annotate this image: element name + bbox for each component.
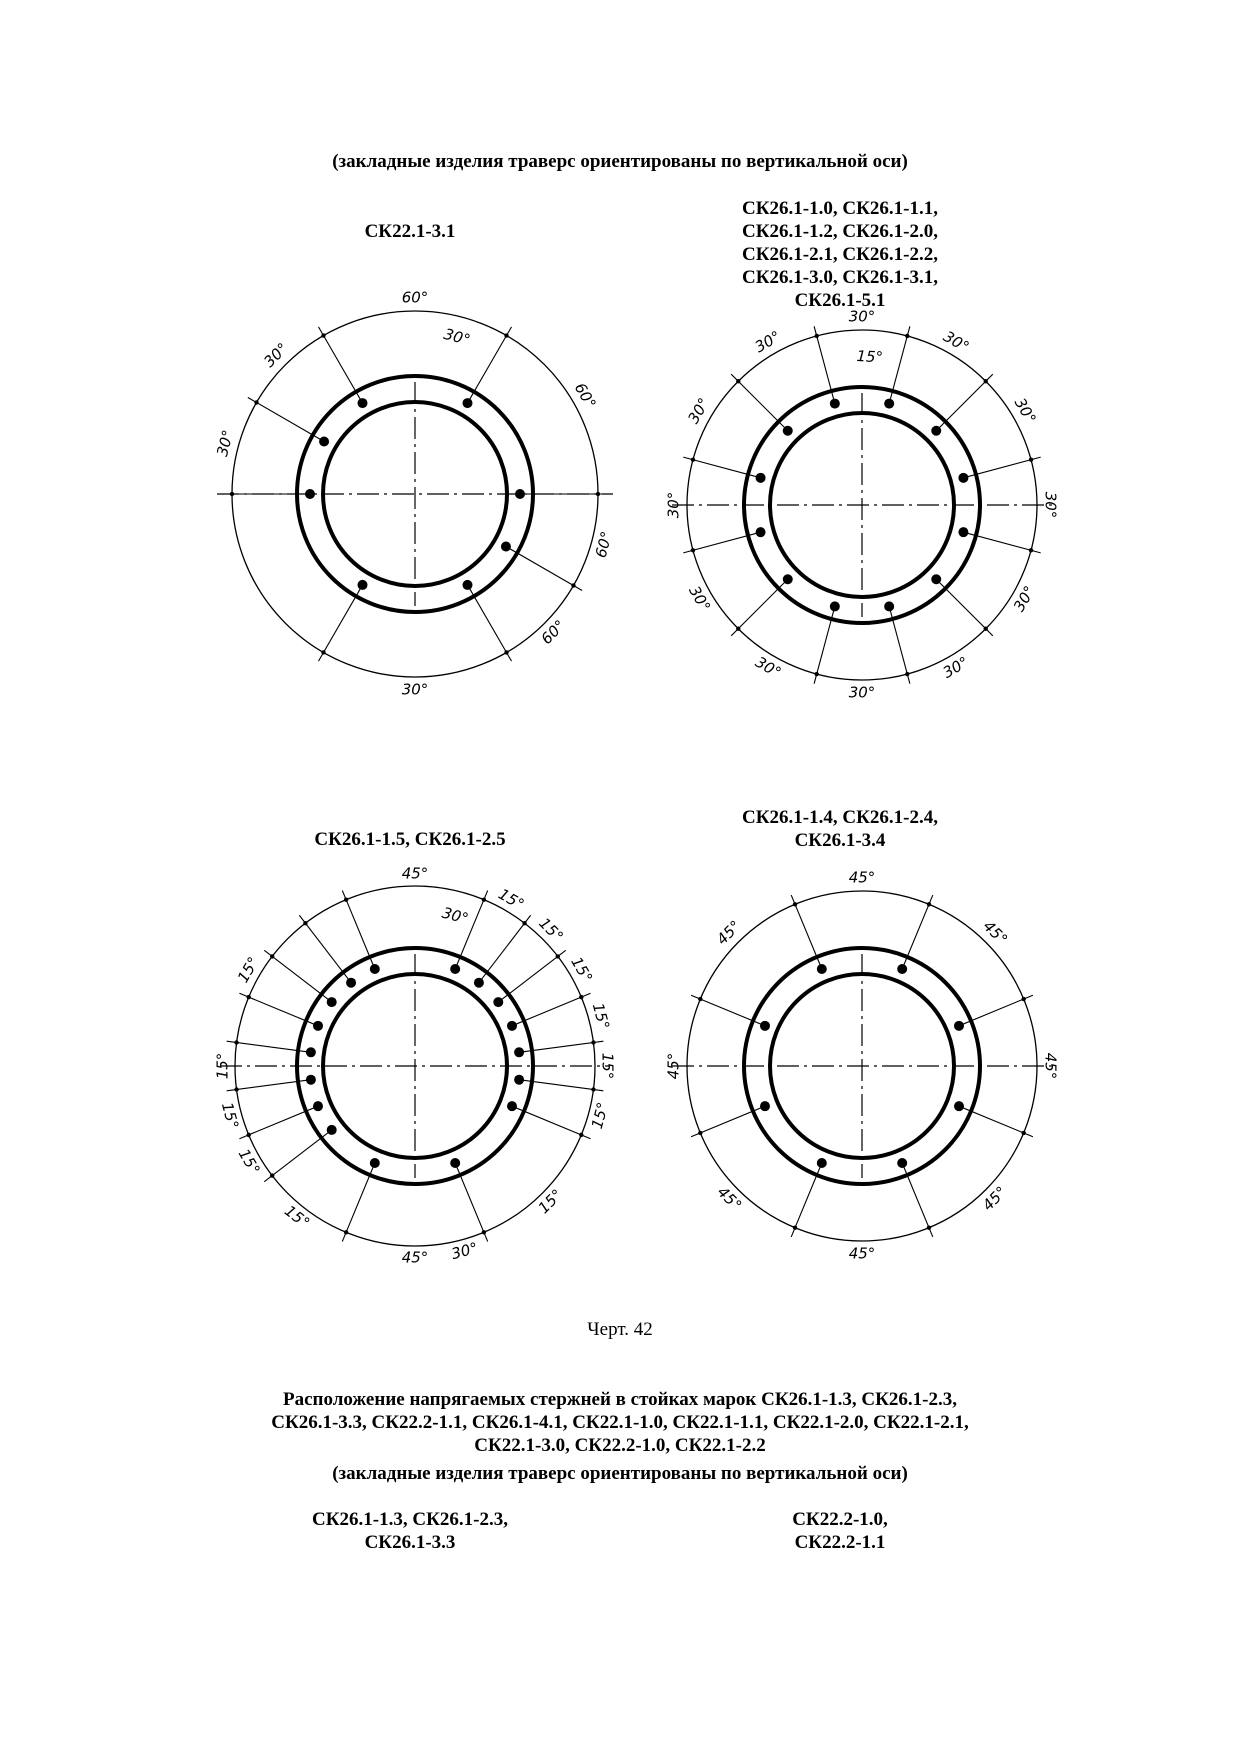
dimension-arrow <box>793 902 797 906</box>
top-subtitle: (закладные изделия траверс ориентированы по вертикальной оси) <box>332 151 908 172</box>
fig4-label-line: СК26.1-3.4 <box>794 830 886 851</box>
figure-caption: Черт. 42 <box>587 1319 653 1340</box>
fig2-label-line: СК26.1-1.2, СК26.1-2.0, <box>742 221 938 242</box>
section-right-label-line: СК22.2-1.0, <box>792 1509 888 1530</box>
angle-label: 30° <box>684 394 714 427</box>
angle-label: 30° <box>213 427 238 459</box>
angle-label: 45° <box>848 1244 876 1263</box>
angle-label: 15° <box>567 953 597 986</box>
angle-label: 30° <box>440 903 471 928</box>
rebar-point <box>760 1021 770 1031</box>
section-subtitle: (закладные изделия траверс ориентированы по вертикальной оси) <box>332 1463 908 1484</box>
angle-label: 30° <box>939 652 972 682</box>
angle-label: 30° <box>685 582 715 615</box>
angle-label: 15° <box>598 1052 617 1080</box>
angle-label: 15° <box>856 347 884 367</box>
angle-label: 30° <box>752 652 785 682</box>
angle-label: 15° <box>587 1100 613 1131</box>
angle-label: 45° <box>664 1052 683 1080</box>
angle-label: 15° <box>281 1201 314 1233</box>
fig1-label: СК22.1-3.1 <box>364 221 456 242</box>
angle-label: 45° <box>401 864 429 883</box>
angle-label: 15° <box>217 1100 243 1131</box>
angle-label: 45° <box>979 916 1012 949</box>
angle-label: 30° <box>1010 394 1040 427</box>
rebar-point <box>760 1101 770 1111</box>
rebar-point <box>817 1158 827 1168</box>
fig2-label-line: СК26.1-2.1, СК26.1-2.2, <box>742 244 938 265</box>
angle-label: 15° <box>233 953 263 986</box>
angle-label: 30° <box>449 1238 480 1264</box>
dimension-arrow <box>793 1225 797 1229</box>
dimension-arrow <box>698 1131 702 1135</box>
angle-label: 15° <box>534 1185 567 1218</box>
angle-label: 30° <box>848 683 876 702</box>
dimension-arrow <box>927 902 931 906</box>
angle-label: 30° <box>664 491 683 519</box>
angle-label: 30° <box>401 680 429 699</box>
angle-label: 30° <box>1041 491 1060 519</box>
angle-label: 60° <box>401 288 429 307</box>
angle-label: 30° <box>260 339 292 371</box>
angle-label: 45° <box>713 1182 746 1215</box>
fig4-label-line: СК26.1-1.4, СК26.1-2.4, <box>742 807 938 828</box>
dimension-arrow <box>927 1225 931 1229</box>
angle-label: 30° <box>1009 582 1039 615</box>
angle-label: 30° <box>751 327 784 357</box>
angle-label: 15° <box>535 914 567 946</box>
angle-label: 30° <box>940 327 973 357</box>
fig2-label-line: СК26.1-3.0, СК26.1-3.1, <box>742 267 938 288</box>
section-title-line: СК22.1-3.0, СК22.2-1.0, СК22.1-2.2 <box>474 1435 766 1456</box>
angle-label: 60° <box>591 529 616 560</box>
rebar-point <box>954 1021 964 1031</box>
section-title-line: Расположение напрягаемых стержней в стойках марок СК26.1-1.3, СК26.1-2.3, <box>282 1389 958 1410</box>
section-right-label <box>740 1508 940 1554</box>
fig2-label-line: СК26.1-5.1 <box>794 290 886 311</box>
section-left-label-line: СК26.1-3.3 <box>364 1532 456 1553</box>
section-right-label-line: СК22.2-1.1 <box>794 1532 886 1553</box>
dimension-arrow <box>1021 1131 1025 1135</box>
section-left-label <box>260 1508 560 1554</box>
angle-label: 15° <box>234 1145 264 1178</box>
fig3-label: СК26.1-1.5, СК26.1-2.5 <box>314 829 506 850</box>
section-title <box>150 1388 1090 1457</box>
angle-label: 15° <box>213 1052 232 1080</box>
angle-label: 45° <box>401 1248 429 1267</box>
angle-label: 45° <box>978 1182 1011 1215</box>
section-title-line: СК26.1-3.3, СК22.2-1.1, СК26.1-4.1, СК22.1-1.0, СК22.1-1.1, СК22.1-2.0, СК22.1-2.1, <box>271 1412 969 1433</box>
angle-label: 30° <box>441 324 473 350</box>
section-left-label-line: СК26.1-1.3, СК26.1-2.3, <box>312 1509 508 1530</box>
angle-label: 15° <box>588 1001 614 1032</box>
rebar-point <box>954 1101 964 1111</box>
rebar-point <box>817 964 827 974</box>
angle-label: 60° <box>537 616 570 649</box>
dimension-arrow <box>698 997 702 1001</box>
angle-label: 45° <box>848 868 876 887</box>
angle-label: 45° <box>712 916 745 949</box>
angle-label: 60° <box>570 379 600 412</box>
dimension-arrow <box>1021 997 1025 1001</box>
fig2-label-line: СК26.1-1.0, СК26.1-1.1, <box>742 198 938 219</box>
angle-label: 45° <box>1041 1052 1060 1080</box>
rebar-point <box>897 1158 907 1168</box>
angle-label: 30° <box>848 307 876 326</box>
angle-label: 15° <box>495 884 528 914</box>
rebar-point <box>897 964 907 974</box>
